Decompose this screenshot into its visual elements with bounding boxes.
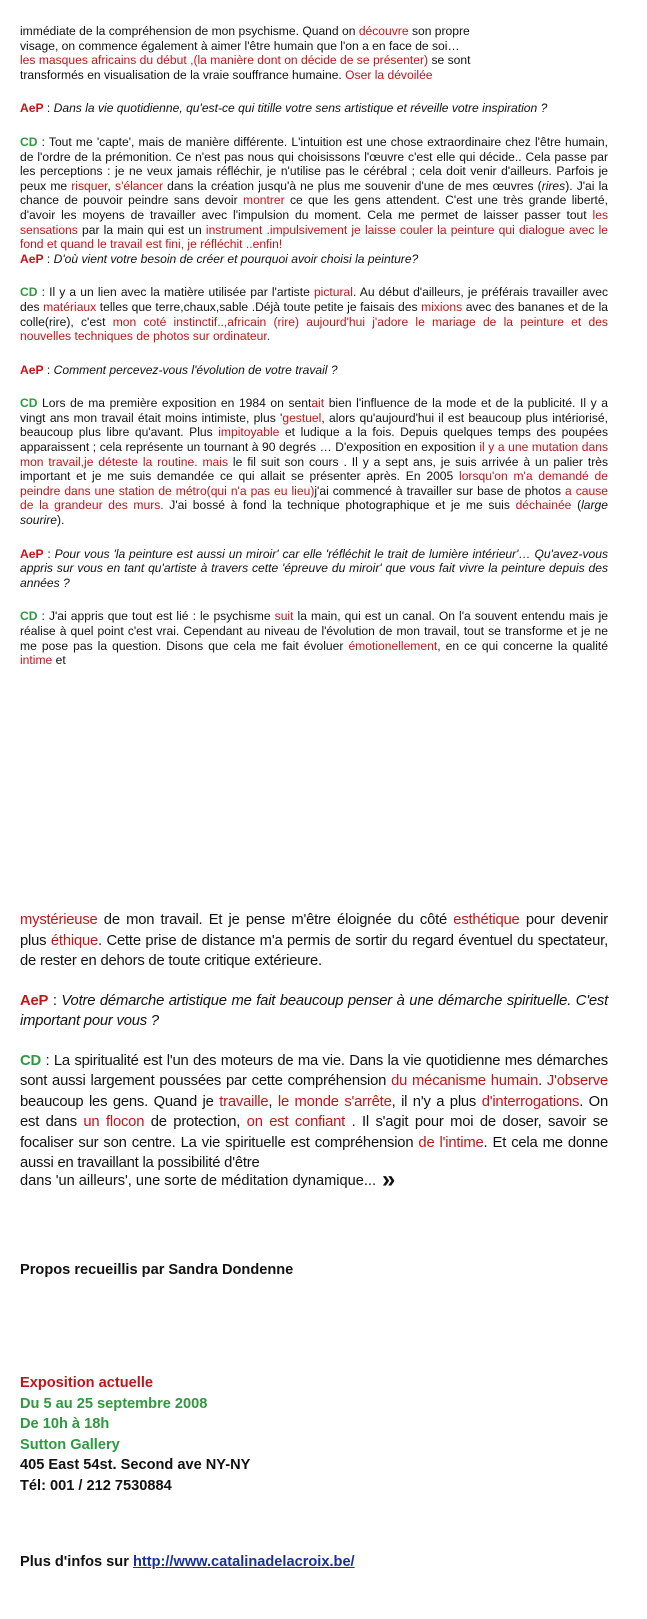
close-quote-mark: » <box>382 1166 396 1193</box>
answer-3: CD Lors de ma première exposition en 1984 on sentait bien l'influence de la mode et de la publicité. Il y a vingt ans mon travail était moins intimiste, plus 'gestuel, alors qu'aujourd'hui il est beaucoup plus intériorisé, beaucoup plus libre qu'avant. Plus impitoyable et ludique a la fois. Depuis quelques temps des poupées apparaissent ; cela représente un tournant à 90 degrés … D'exposition en exposition il y a une mutation dans mon travail,je déteste la routine. mais le fil suit son cours . Il y a sept ans, je suis arrivée à un palier très important et je me suis demandée ce qui allait se présenter après. En 2005 lorsqu'on m'a demandé de peindre dans une station de métro(qui n'a pas eu lieu)j'ai commencé à travailler sur base de photos a cause de la grandeur des murs. J'ai bossé à fond la technique photographique et je me suis déchainée (large sourire). <box>20 396 609 528</box>
question-2: AeP : D'où vient votre besoin de créer et pourquoi avoir choisi la peinture? <box>20 251 419 266</box>
intro-line-1: immédiate de la compréhension de mon psychisme. Quand on découvre son propre <box>20 24 470 38</box>
gallery-address: 405 East 54st. Second ave NY-NY <box>20 1457 251 1474</box>
exhibition-info <box>20 1373 608 1497</box>
question-4: AeP : Pour vous 'la peinture est aussi un miroir' car elle 'réfléchit le trait de lumière intérieur'… Qu'avez-vous appris sur vous en tant qu'artiste à travers cette 'épreuve du miroir' que vous fait vivre la peinture depuis des années ? <box>20 546 608 590</box>
intro-line-2: visage, on commence également à aimer l'être humain que l'on a en face de soi… <box>20 38 460 53</box>
intro-line-4: transformés en visualisation de la vraie souffrance humaine. Oser la dévoilée <box>20 67 433 82</box>
continuation-paragraph: mystérieuse de mon travail. Et je pense m'être éloignée du côté esthétique pour devenir plus éthique. Cette prise de distance m'a permis de sortir du regard éventuel du spectateur, de rester en dehors de toute critique extérieure. <box>20 912 608 969</box>
speaker-tag-cd: CD <box>20 134 38 149</box>
speaker-tag-aep: AeP <box>20 362 44 377</box>
website-link[interactable]: http://www.catalinadelacroix.be/ <box>132 1554 355 1570</box>
credit-line: Propos recueillis par Sandra Dondenne <box>20 1262 294 1278</box>
question-5: AeP : Votre démarche artistique me fait beaucoup penser à une démarche spirituelle. C'est important pour vous ? <box>20 992 609 1029</box>
gallery-phone: Tél: 001 / 212 7530884 <box>20 1477 172 1494</box>
speaker-tag-aep: AeP <box>20 992 49 1009</box>
question-1: AeP : Dans la vie quotidienne, qu'est-ce qui titille votre sens artistique et réveille votre inspiration ? <box>20 101 548 116</box>
top-section <box>20 24 608 668</box>
speaker-tag-aep: AeP <box>20 251 44 266</box>
bottom-section <box>20 910 608 1174</box>
speaker-tag-cd: CD <box>20 396 38 411</box>
more-info-line <box>20 1552 608 1573</box>
exhibition-hours: De 10h à 18h <box>20 1416 110 1433</box>
gallery-name: Sutton Gallery <box>20 1436 120 1453</box>
exhibition-title: Exposition actuelle <box>20 1375 153 1391</box>
answer-1: CD : Tout me 'capte', mais de manière différente. L'intuition est une chose extraordinaire chez l'être humain, de l'ordre de la prémonition. Ce n'est pas nous qui choisissons l'œuvre c'est elle qui décide.. Cela passe par les perceptions : je ne veux jamais réfléchir, je n'utilise pas le cérébral ; cela doit venir d'ailleurs. Parfois je peux me risquer, s'élancer dans la création jusqu'à ne plus me souvenir d'une de mes œuvres (rires). J'ai la chance de pouvoir peindre sans devoir montrer ce que les gens attendent. C'est une très grande liberté, d'avoir les moyens de travailler avec l'impulsion du moment. Cela me permet de laisser passer tout les sensations par la main qui est un instrument .impulsivement je laisse couler la peinture qui dialogue avec le fond et quand le travail est fini, je réfléchit ..enfin! <box>20 134 608 252</box>
question-3: AeP : Comment percevez-vous l'évolution de votre travail ? <box>20 362 338 377</box>
closing-line <box>20 1166 608 1194</box>
answer-5: CD : La spiritualité est l'un des moteurs de ma vie. Dans la vie quotidienne mes démarches sont aussi largement poussées par cette compréhension du mécanisme humain. J'observe beaucoup les gens. Quand je travaille, le monde s'arrête, il n'y a plus d'interrogations. On est dans un flocon de protection, on est confiant . Il s'agit pour moi de doser, savoir se focaliser sur son centre. La vie spirituelle est compréhension de l'intime. Et cela me donne aussi en travaillant la possibilité d'être <box>20 1052 609 1171</box>
answer-2: CD : Il y a un lien avec la matière utilisée par l'artiste pictural. Au début d'ailleurs, je préférais travailler avec des matériaux telles que terre,chaux,sable .Déjà toute petite je faisais des mixions avec des bananes et de la colle(rire), c'est mon coté instinctif..,africain (rire) aujourd'hui j'adore le mariage de la peinture et des nouvelles techniques de photos sur ordinateur. <box>20 285 609 344</box>
answer-4: CD : J'ai appris que tout est lié : le psychisme suit la main, qui est un canal. On l'a souvent entendu mais je réalise à quel point c'est vrai. Cependant au niveau de l'évolution de mon travail, tout se transforme et je ne me pose pas la question. Disons que cela me fait évoluer émotionellement, en ce qui concerne la qualité intime et <box>20 609 608 668</box>
speaker-tag-cd: CD <box>20 285 38 300</box>
intro-line-3: les masques africains du début ,(la manière dont on décide de se présenter) se sont <box>20 53 471 68</box>
speaker-tag-cd: CD <box>20 609 38 624</box>
speaker-tag-cd: CD <box>20 1052 41 1069</box>
speaker-tag-aep: AeP <box>20 546 44 561</box>
intro-paragraph <box>20 24 608 82</box>
exhibition-dates: Du 5 au 25 septembre 2008 <box>20 1395 208 1412</box>
closing-text: dans 'un ailleurs', une sorte de méditation dynamique... <box>20 1173 377 1189</box>
more-info-label: Plus d'infos sur <box>20 1554 133 1570</box>
speaker-tag-aep: AeP <box>20 101 44 116</box>
